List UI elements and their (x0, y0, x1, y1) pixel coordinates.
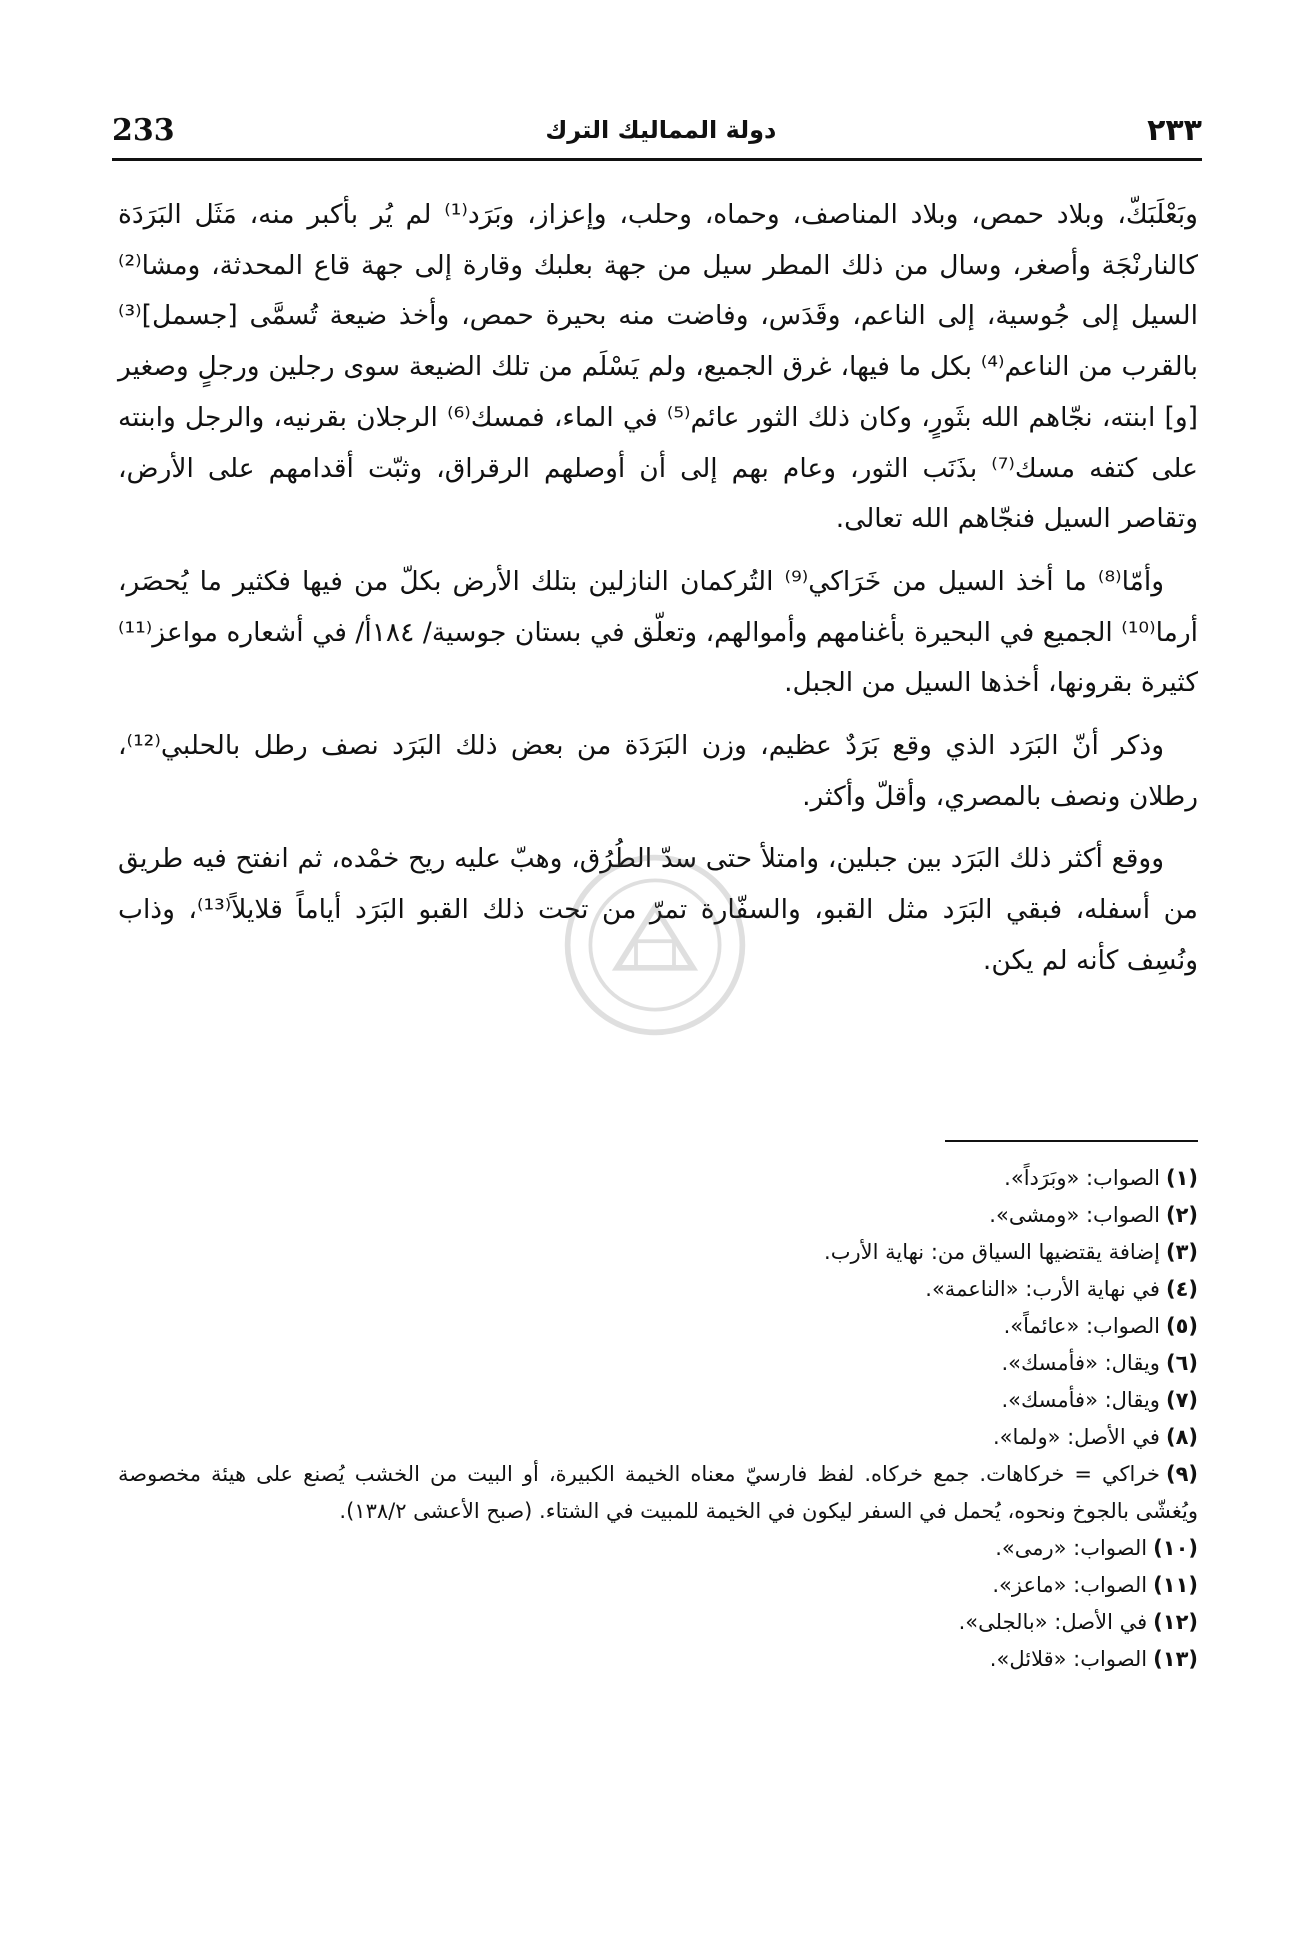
paragraph: وذكر أنّ البَرَد الذي وقع بَرَدٌ عظيم، وزن البَرَدَة من بعض ذلك البَرَد نصف رطل بالحلبي⁽¹²⁾، رطلان ونصف بالمصري، وأقلّ وأكثر. (118, 730, 1198, 812)
footnote (118, 1271, 1198, 1308)
footnote-text: الصواب: «رمى». (995, 1536, 1148, 1560)
footnote (118, 1641, 1198, 1678)
footnote-text: الصواب: «عائماً». (1003, 1314, 1160, 1338)
footnote (118, 1382, 1198, 1419)
footnote-text: إضافة يقتضيها السياق من: نهاية الأرب. (824, 1240, 1160, 1264)
footnote-number: (١٢) (1153, 1610, 1198, 1634)
footnotes (118, 1160, 1198, 1678)
paragraph: وأمّا⁽⁸⁾ ما أخذ السيل من خَرَاكي⁽⁹⁾ التُركمان النازلين بتلك الأرض بكلّ من فيها فكثير ما يُحصَر، أرما⁽¹⁰⁾ الجميع في البحيرة بأغنامهم وأموالهم، وتعلّق في بستان جوسية/ ١٨٤أ/ في أشعاره مواعز⁽¹¹⁾ كثيرة بقرونها، أخذها السيل من الجبل. (118, 565, 1198, 699)
footnote (118, 1419, 1198, 1456)
paragraph: ووقع أكثر ذلك البَرَد بين جبلين، وامتلأ حتى سدّ الطُرُق، وهبّ عليه ريح خمْده، ثم انفتح فيه طريق من أسفله، فبقي البَرَد مثل القبو، والسفّارة تمرّ من تحت ذلك القبو البَرَد أياماً قلايلاً⁽¹³⁾، وذاب ونُسِف كأنه لم يكن. (118, 843, 1198, 976)
footnote (118, 1345, 1198, 1382)
footnote-number: (١٠) (1153, 1536, 1198, 1560)
footnote (118, 1197, 1198, 1234)
footnote-number: (٧) (1165, 1388, 1198, 1412)
footnote-number: (٨) (1165, 1425, 1198, 1449)
page-header (112, 108, 1202, 152)
footnote-text: الصواب: «قلائل». (989, 1647, 1148, 1671)
footnote-text: في الأصل: «ولما». (992, 1425, 1160, 1449)
footnote-number: (٦) (1165, 1351, 1198, 1375)
footnote-text: في الأصل: «بالجلى». (958, 1610, 1148, 1634)
paragraph: وبَعْلَبَكّ، وبلاد حمص، وبلاد المناصف، وحماه، وحلب، وإعزاز، وبَرَد⁽¹⁾ لم يُر بأكبر منه، مَثَل البَرَدَة كالنارنْجَة وأصغر، وسال من ذلك المطر سيل من جهة بعلبك وقارة إلى جهة قاع المحدثة، ومشا⁽²⁾ السيل إلى جُوسية، إلى الناعم، وقَدَس، وفاضت منه بحيرة حمص، وأخذ ضيعة تُسمَّى [جسمل]⁽³⁾ بالقرب من الناعم⁽⁴⁾ بكل ما فيها، غرق الجميع، ولم يَسْلَم من تلك الضيعة سوى رجلين ورجلٍ وصغير [و] ابنته، نجّاهم الله بثَورٍ، وكان ذلك الثور عائم⁽⁵⁾ في الماء، فمسك⁽⁶⁾ الرجلان بقرنيه، والرجل وابنته على كتفه مسك⁽⁷⁾ بذَنَب الثور، وعام بهم إلى أن أوصلهم الرقراق، وثبّت أقدامهم على الأرض، وتقاصر السيل فنجّاهم الله تعالى. (118, 199, 1198, 535)
footnote-text: في نهاية الأرب: «الناعمة». (925, 1277, 1160, 1301)
footnote (118, 1604, 1198, 1641)
footnote-text: خراكي = خركاهات. جمع خركاه. لفظ فارسيّ معناه الخيمة الكبيرة، أو البيت من الخشب يُصنع على هيئة مخصوصة ويُغشّى بالجوخ ونحوه، يُحمل في السفر ليكون في الخيمة للمبيت في الشتاء. (صبح الأعشى ١٣٨/٢). (118, 1462, 1198, 1523)
footnote-number: (٥) (1165, 1314, 1198, 1338)
footnote-text: ويقال: «فأمسك». (1001, 1351, 1160, 1375)
footnote (118, 1160, 1198, 1197)
page-number-arabic: ٢٣٣ (1147, 112, 1202, 148)
library-watermark-stamp (560, 850, 750, 1040)
header-rule (112, 158, 1202, 161)
footnote-rule (945, 1140, 1198, 1142)
footnote-number: (١١) (1153, 1573, 1198, 1597)
page-number-latin: 233 (112, 112, 175, 148)
footnote-text: الصواب: «وبَرَداً». (1004, 1166, 1160, 1190)
footnote-number: (٣) (1165, 1240, 1198, 1264)
footnote (118, 1308, 1198, 1345)
footnote-text: الصواب: «ومشى». (989, 1203, 1160, 1227)
footnote-text: الصواب: «ماعز». (992, 1573, 1148, 1597)
footnote-number: (١٣) (1153, 1647, 1198, 1671)
footnote-text: ويقال: «فأمسك». (1001, 1388, 1160, 1412)
footnote (118, 1530, 1198, 1567)
footnote (118, 1456, 1198, 1530)
running-title: دولة المماليك الترك (545, 116, 777, 144)
footnote-number: (٢) (1165, 1203, 1198, 1227)
footnote (118, 1234, 1198, 1271)
footnote-number: (٩) (1165, 1462, 1198, 1486)
footnote-number: (١) (1165, 1166, 1198, 1190)
footnote-number: (٤) (1165, 1277, 1198, 1301)
footnote (118, 1567, 1198, 1604)
